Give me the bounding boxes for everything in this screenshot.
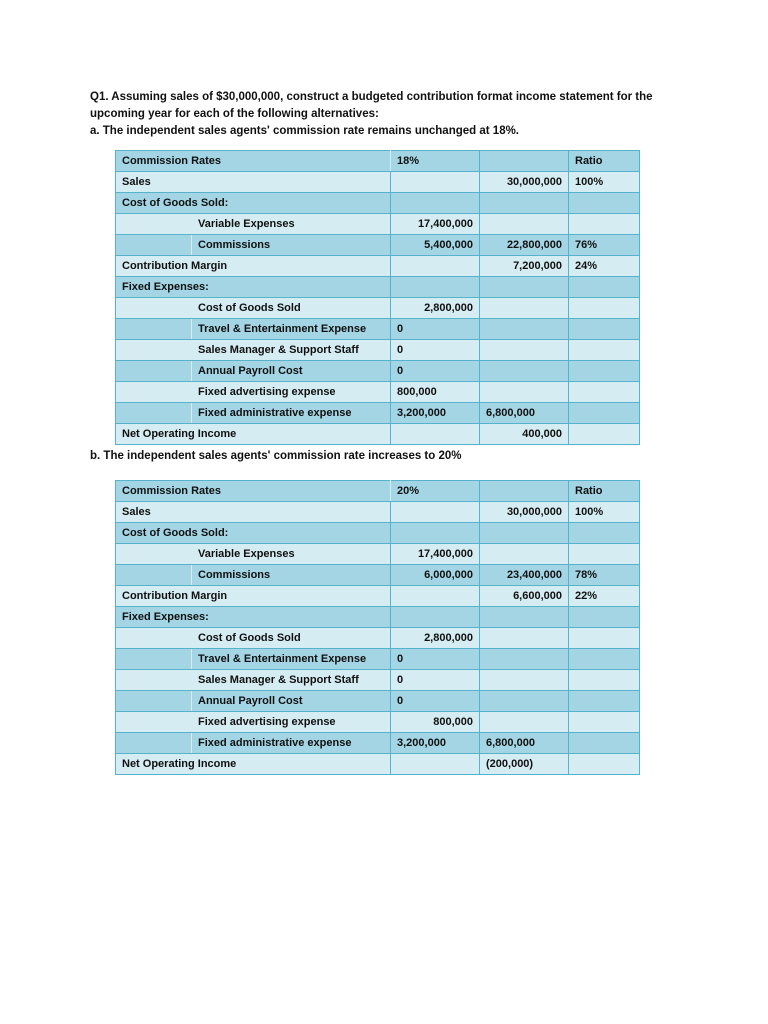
net-operating-income-cell: 400,000 bbox=[480, 424, 569, 445]
contribution-margin-ratio-cell: 22% bbox=[569, 586, 640, 607]
question-heading bbox=[90, 89, 690, 140]
table-row bbox=[116, 235, 640, 256]
row-label: Annual Payroll Cost bbox=[192, 361, 391, 382]
sales-manager-cell: 0 bbox=[391, 340, 480, 361]
row-label: Fixed advertising expense bbox=[192, 382, 391, 403]
row-label: Commission Rates bbox=[116, 151, 391, 172]
cogs-ratio-cell: 76% bbox=[569, 235, 640, 256]
sales-ratio-cell: 100% bbox=[569, 172, 640, 193]
row-label: Sales bbox=[116, 502, 391, 523]
fixed-cogs-cell: 2,800,000 bbox=[391, 298, 480, 319]
fixed-cogs-cell: 2,800,000 bbox=[391, 628, 480, 649]
contribution-margin-cell: 6,600,000 bbox=[480, 586, 569, 607]
heading-line-2: upcoming year for each of the following alternatives: bbox=[90, 108, 379, 120]
variable-expenses-cell: 17,400,000 bbox=[391, 214, 480, 235]
heading-line-1: Q1. Assuming sales of $30,000,000, construct a budgeted contribution format income statement for the bbox=[90, 91, 653, 103]
contribution-margin-cell: 7,200,000 bbox=[480, 256, 569, 277]
table-row bbox=[116, 256, 640, 277]
table-row bbox=[116, 340, 640, 361]
table-row bbox=[116, 481, 640, 502]
table-row bbox=[116, 565, 640, 586]
row-label: Fixed Expenses: bbox=[116, 607, 391, 628]
administrative-cell: 3,200,000 bbox=[391, 403, 480, 424]
row-label: Cost of Goods Sold bbox=[192, 298, 391, 319]
commission-rate-cell: 20% bbox=[391, 481, 480, 502]
table-row bbox=[116, 712, 640, 733]
row-label: Contribution Margin bbox=[116, 256, 391, 277]
table-row bbox=[116, 649, 640, 670]
table-row bbox=[116, 544, 640, 565]
cogs-ratio-cell: 78% bbox=[569, 565, 640, 586]
advertising-cell: 800,000 bbox=[391, 382, 480, 403]
table-row bbox=[116, 151, 640, 172]
table-row bbox=[116, 298, 640, 319]
table-row bbox=[116, 193, 640, 214]
advertising-cell: 800,000 bbox=[391, 712, 480, 733]
income-statement-table-a bbox=[115, 150, 640, 445]
row-label: Cost of Goods Sold bbox=[192, 628, 391, 649]
row-label: Cost of Goods Sold: bbox=[116, 523, 391, 544]
table-row bbox=[116, 277, 640, 298]
row-label: Commissions bbox=[192, 565, 391, 586]
commissions-cell: 6,000,000 bbox=[391, 565, 480, 586]
table-row bbox=[116, 586, 640, 607]
payroll-cell: 0 bbox=[391, 361, 480, 382]
sales-manager-cell: 0 bbox=[391, 670, 480, 691]
table-row bbox=[116, 523, 640, 544]
row-label: Commission Rates bbox=[116, 481, 391, 502]
row-label: Contribution Margin bbox=[116, 586, 391, 607]
net-operating-income-cell: (200,000) bbox=[480, 754, 569, 775]
row-label: Net Operating Income bbox=[116, 424, 391, 445]
row-label: Sales Manager & Support Staff bbox=[192, 670, 391, 691]
table-row bbox=[116, 424, 640, 445]
table-row bbox=[116, 607, 640, 628]
row-label: Sales Manager & Support Staff bbox=[192, 340, 391, 361]
contribution-margin-ratio-cell: 24% bbox=[569, 256, 640, 277]
ratio-header: Ratio bbox=[569, 151, 640, 172]
table-row bbox=[116, 382, 640, 403]
row-label: Annual Payroll Cost bbox=[192, 691, 391, 712]
table-row bbox=[116, 691, 640, 712]
cogs-total-cell: 23,400,000 bbox=[480, 565, 569, 586]
row-label: Fixed Expenses: bbox=[116, 277, 391, 298]
table-row bbox=[116, 361, 640, 382]
row-label: Travel & Entertainment Expense bbox=[192, 649, 391, 670]
row-label: Cost of Goods Sold: bbox=[116, 193, 391, 214]
sales-total-cell: 30,000,000 bbox=[480, 502, 569, 523]
commissions-cell: 5,400,000 bbox=[391, 235, 480, 256]
table-row bbox=[116, 172, 640, 193]
row-label: Variable Expenses bbox=[192, 214, 391, 235]
row-label: Travel & Entertainment Expense bbox=[192, 319, 391, 340]
commission-rate-cell: 18% bbox=[391, 151, 480, 172]
row-label: Fixed administrative expense bbox=[192, 733, 391, 754]
table-row bbox=[116, 214, 640, 235]
fixed-expenses-total-cell: 6,800,000 bbox=[480, 403, 569, 424]
fixed-expenses-total-cell: 6,800,000 bbox=[480, 733, 569, 754]
sales-total-cell: 30,000,000 bbox=[480, 172, 569, 193]
table-row bbox=[116, 733, 640, 754]
table-row bbox=[116, 670, 640, 691]
row-label: Commissions bbox=[192, 235, 391, 256]
table-row bbox=[116, 628, 640, 649]
variable-expenses-cell: 17,400,000 bbox=[391, 544, 480, 565]
cogs-total-cell: 22,800,000 bbox=[480, 235, 569, 256]
part-b-heading: b. The independent sales agents' commission rate increases to 20% bbox=[90, 450, 462, 462]
row-label: Variable Expenses bbox=[192, 544, 391, 565]
travel-expense-cell: 0 bbox=[391, 649, 480, 670]
income-statement-table-b bbox=[115, 480, 640, 775]
table-row bbox=[116, 403, 640, 424]
sales-ratio-cell: 100% bbox=[569, 502, 640, 523]
table-row bbox=[116, 502, 640, 523]
payroll-cell: 0 bbox=[391, 691, 480, 712]
row-label: Net Operating Income bbox=[116, 754, 391, 775]
row-label: Sales bbox=[116, 172, 391, 193]
heading-line-3: a. The independent sales agents' commission rate remains unchanged at 18%. bbox=[90, 125, 520, 137]
travel-expense-cell: 0 bbox=[391, 319, 480, 340]
table-row bbox=[116, 754, 640, 775]
row-label: Fixed advertising expense bbox=[192, 712, 391, 733]
row-label: Fixed administrative expense bbox=[192, 403, 391, 424]
table-row bbox=[116, 319, 640, 340]
administrative-cell: 3,200,000 bbox=[391, 733, 480, 754]
ratio-header: Ratio bbox=[569, 481, 640, 502]
